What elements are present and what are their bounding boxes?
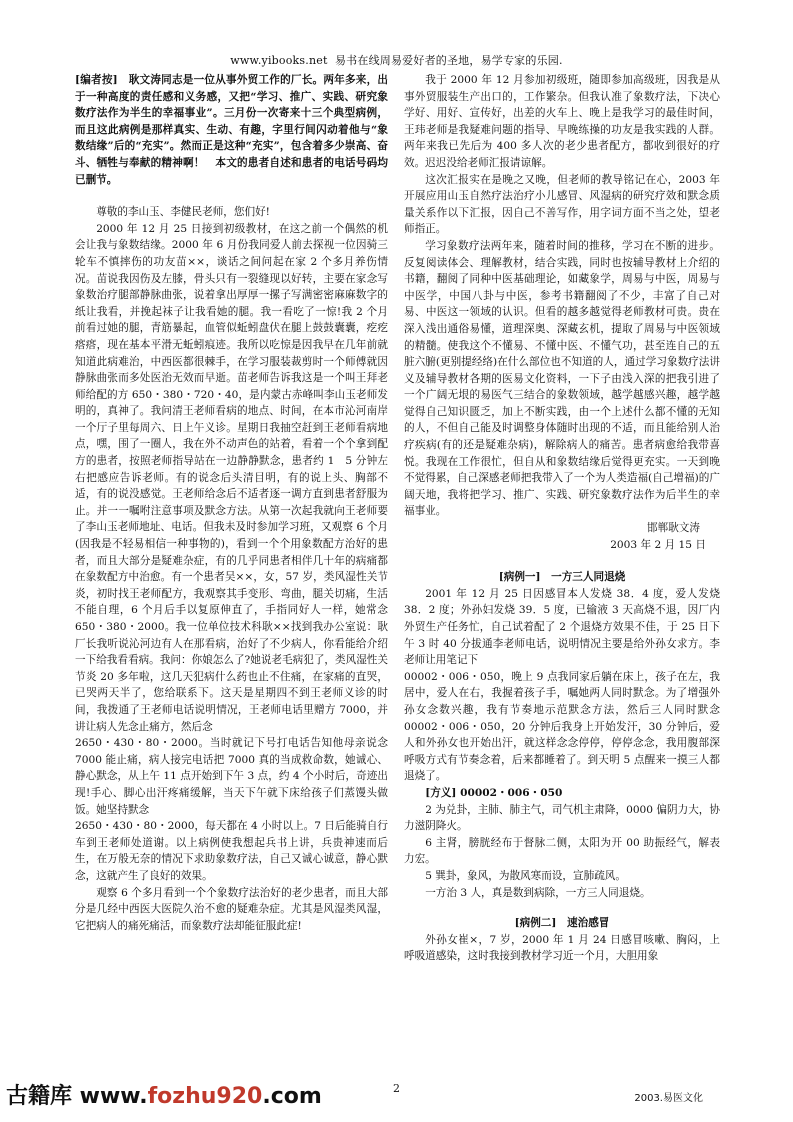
case-1-paragraph: 2001 年 12 月 25 日因感冒本人发烧 38．4 度，爱人发烧 38．2 度；外孙妇发烧 39．5 度，已输液 3 天高烧不退，因厂内外贸生产任务忙，自己试着配了 2 个退烧方效果不佳，于 25 日下午 3 时 40 分拔通李老师电话，说明情况主要是给外孙女求方。李老师让用笔记下 <box>404 587 720 667</box>
case-1-explanation: 一方治 3 人，真是数到病除，一方三人同退烧。 <box>425 886 651 899</box>
logo-suffix: .com <box>262 1084 322 1109</box>
footer-note: 2003.易医文化 <box>634 1093 703 1104</box>
recipe-label: [方义] <box>425 786 457 799</box>
page-number: 2 <box>393 1082 400 1095</box>
case-1-explanation: 5 巽卦，象风，为散风寒而设，宣肺疏风。 <box>425 869 626 882</box>
editor-note: [编者按] 耿文涛同志是一位从事外贸工作的厂长。两年多来，出于一种高度的责任感和义务感，又把“学习、推广、实践、研究象数疗法作为半生的幸福事业”。三月份一次寄来十三个典型病例，而且这此病例是那样真实、生动、有趣，字里行间闪动着他与“象数结缘”后的“充实”。然而正是这种“充实”，包含着多少崇高、奋斗、牺牲与奉献的精神啊！ 本文的患者自述和患者的电话号码均已删节。 <box>75 74 388 186</box>
site-header <box>0 52 793 68</box>
case-1-paragraph: 00002・006・050，晚上 9 点我同家后躺在床上，孩子在左，我居中，爱人在右，我握着孩子手，嘱她两人同时默念。为了增强外孙女念数兴趣，我有节奏地示范默念方法，然后三人同时默念 00002・006・050，20 分钟后我身上开始发汗，30 分钟后，爱人和外孙女也开始出汗，就这样念念停停，停停念念，我用腹部深呼吸方式有节奏念着，后来都睡着了。到天明 5 点醒来一摸三人都退烧了。 <box>404 670 720 783</box>
site-tagline: 易书在线周易爱好者的圣地，易学专家的乐园. <box>334 54 563 67</box>
case-1-explanation: 6 主肾，膀胱经布于督脉二侧，太阳为开 00 助振经气，解表力宏。 <box>404 836 720 866</box>
site-logo[interactable] <box>6 1079 322 1110</box>
case-2-paragraph: 外孙女崔×，7 岁，2000 年 1 月 24 日感冒咳嗽、胸闷，上呼吸道感染，这时我接到教材学习近一个月，大胆用象 <box>404 933 720 963</box>
letter-paragraph: 我于 2000 年 12 月参加初级班，随即参加高级班，因我是从事外贸服装生产出口的，工作繁杂。但我认准了象数疗法，下决心学好、用好、宣传好，出差的火车上、晚上是我学习的最佳时间，王玮老师是我疑难问题的指导、早晚练操的功友是我实践的人群。两年来我已先后为 400 多人次的老少患者配方，都收到很好的疗效。迟迟没给老师汇报请谅解。 <box>404 74 720 169</box>
logo-text: 古籍库 www. <box>6 1084 148 1109</box>
left-column <box>75 72 388 1082</box>
letter-paragraph: 学习象数疗法两年来，随着时间的推移，学习在不断的进步。反复阅读体会、理解教材，结合实践，同时也按辅导教材上介绍的书籍，翻阅了同种中医基础理论，如藏象学，周易与中医，周易与中医学，中国八卦与中医，参考书籍翻阅了不少，丰富了自己对易、中医这一领域的认识。但看的越多越觉得老师教材可贵。贵在深入浅出通俗易懂，道理深奥、深藏玄机，提取了周易与中医领域的精髓。使我这个不懂易、不懂中医、不懂气功，甚至连自己的五脏六腑(更别提经络)在什么部位也不知道的人，通过学习象数疗法讲义及辅导教材各期的医易文化资料，一下子由浅入深的把我引进了一个广阔无垠的易医气三结合的象数领域，越学越感兴趣，越学越觉得自己知识匮乏，加上不断实践，由一个上述什么都不懂的无知的人，不但自己能及时调整身体随时出现的不适，而且能给别人治疗疾病(有的还是疑难杂病)，解除病人的痛苦。患者病愈给我带喜悦。我现在工作很忙，但自从和象数结缘后觉得更充实。一天到晚不觉得累，自己深感老师把我带入了一个为人类造福(自己增福)的广阔天地，我将把学习、推广、实践、研究象数疗法作为后半生的幸福事业。 <box>404 239 720 518</box>
letter-paragraph: 2650・430・80・2000，每天都在 4 小时以上。7 日后能骑自行车到王老师处道谢。以上病例使我想起兵书上讲，兵贵神速而后生，在万般无奈的情况下求助象数疗法，自己又诚心诚意，静心默念，这就产生了良好的效果。 <box>75 820 388 882</box>
case-1-explanation: 2 为兑卦，主肺、肺主气，司气机主肃降，0000 偏阴力大，协力滋阴降火。 <box>404 803 720 833</box>
right-column <box>404 72 720 1082</box>
letter-signature: 邯郸耿文涛 <box>647 522 700 535</box>
site-url[interactable]: www.yibooks.net <box>230 54 328 67</box>
letter-paragraph: 2650・430・80・2000。当时就记下号打电话告知他母亲说念 7000 能止痛，病人接完电话把 7000 真的当成救命数，她诚心、静心默念，从上午 11 点开始到下午 3 点，约 4 个小时后，奇迹出现!手心、脚心出汗疼痛缓解，当天下午就下床给孩子们蒸馒头做饭。她坚持默念 <box>75 737 388 816</box>
recipe-code: 00002・006・050 <box>460 786 563 799</box>
logo-accent: fozhu920 <box>147 1084 263 1109</box>
letter-greeting: 尊敬的李山玉、李健民老师，您们好! <box>96 206 270 219</box>
letter-paragraph: 观察 6 个多月看到一个个象数疗法治好的老少患者，而且大部分是几经中西医大医院久治不愈的疑难杂症。尤其是风湿类风湿，它把病人的痛死痛活，而象数疗法却能征服此症! <box>75 886 388 932</box>
case-2-title: [病例二] 速治感冒 <box>514 917 610 930</box>
case-1-recipe <box>404 785 720 802</box>
letter-date: 2003 年 2 月 15 日 <box>610 538 706 551</box>
letter-paragraph: 2000 年 12 月 25 日接到初级教材，在这之前一个偶然的机会让我与象数结缘。2000 年 6 月份我同爱人前去探视一位因骑三轮车不慎摔伤的功友苗××，谈话之间问起在家 2 个多月养伤情况。苗说我因伤及左膝，骨头只有一裂缝现以好转，主要在家念写象数治疗腿部静脉曲张，说着拿出厚厚一摞子写满密密麻麻数字的纸让我看，并挽起袜子让我看她的腿。我一看吃了一惊!我 2 个月前看过她的腿，青筋暴起，血管似蚯蚓盘伏在腿上鼓鼓囊囊，疙疙瘩瘩，现在基本平滑无蚯蚓痕迹。我所以吃惊是因我早在几年前就知道此病难治，中西医都很棘手，在学习服装裁剪时一个师傅就因静脉曲张而多处医治无效而早逝。苗老师告诉我这是一个叫王拜老师给配的方 650・380・720・40，是内蒙古赤峰叫李山玉老师发明的，真神了。我问清王老师看病的地点、时间，在本市沁河南岸一个厅子里每周六、日上午义诊。星期日我抽空赶到王老师看病地点，嘿，围了一圈人，我在外不动声色的站着，看着一个个拿到配方的患者，按照老师指导站在一边静静默念，患者约 1 5 分钟左右把感应告诉老师。有的说念后头清目明，有的说上头、胸部不适，有的说没感觉。王老师给念后不适者逐一调方直到患者舒服为止。并一一嘱咐注意事项及默念方法。从第一次起我就向王老师要了李山玉老师地址、电话。但我未及时参加学习班，又观察 6 个月(因我是不轻易相信一种事物的)，看到一个个用象数配方治好的患者，而且大部分是疑难杂症，有的几乎同患者相伴几十年的病痛都在象数配方中治愈。有一个患者吴××，女，57 岁，类风湿性关节炎，初时找王老师配方，我观察其手变形、弯曲，腿关切痛，生活不能自理，6 个月后手以复原伸直了，手指同好人一样，她常念 650・380・2000。我一位单位技术科耿××找到我办公室说：耿厂长我听说沁河边有人在那看病，治好了不少病人，你看能给介绍一下给我看看病。我问：你娘怎么了?她说老毛病犯了，类风湿性关节炎 20 多年啦，这几天犯病什么药也止不住痛，在家痛的直哭，已哭两天半了，您给联系下。这天是星期四不到王老师义诊的时间，我拨通了王老师电话说明情况，王老师电话里赠方 7000，并讲让病人先念止痛方，然后念 <box>75 222 388 733</box>
case-1-title: [病例一] 一方三人同退烧 <box>498 571 626 584</box>
letter-paragraph: 这次汇报实在是晚之又晚，但老师的教导铭记在心，2003 年开展应用山玉自然疗法治疗小儿感冒、风湿病的研究疗效和默念质量关系作以下汇报，因自己不善写作，用字词方面不当之处，望老师指正。 <box>404 173 720 236</box>
